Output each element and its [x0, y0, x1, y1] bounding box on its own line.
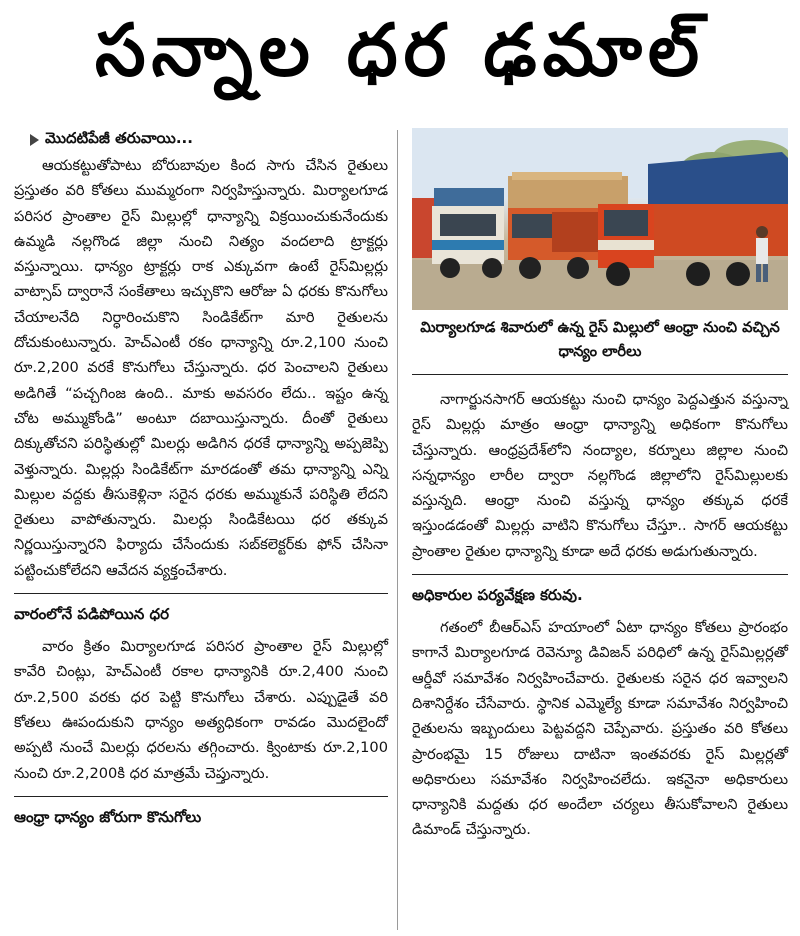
left-column: [14, 128, 388, 837]
lorries-illustration: [412, 128, 788, 310]
continuation-kicker: [14, 128, 388, 152]
article-paragraph-4: గతంలో బీఆర్‌ఎస్ హయాంలో ఏటా ధాన్యం కోతలు ప్రారంభం కాగానే మిర్యాలగూడ రెవెన్యూ డివిజన్ పరిధిలో ఉన్న రైస్‌మిల్లర్లతో ఆర్డీవో సమావేశం నిర్వహించేవారు. రైతులకు సరైన ధర ఇవ్వాలని దిశానిర్దేశం చేసేవారు. స్థానిక ఎమ్మెల్యే కూడా సమావేశం నిర్వహించి రైతులను ఇబ్బందులు పెట్టవద్దని చెప్పేవారు. ప్రస్తుతం వరి కోతలు ప్రారంభమై 15 రోజులు దాటినా ఇంతవరకు రైస్ మిల్లర్లతో అధికారులు సమావేశం నిర్వహించలేదు. ఇకనైనా అధికారులు ధాన్యానికి మద్దతు ధర అందేలా చర్యలు తీసుకోవాలని రైతులు డిమాండ్ చేస్తున్నారు.: [412, 619, 788, 839]
subheading-andhra-grain: ఆంధ్రా ధాన్యం జోరుగా కొనుగోలు: [14, 796, 388, 829]
article-paragraph-2: వారం క్రితం మిర్యాలగూడ పరిసర ప్రాంతాల రైస్ మిల్లుల్లో కావేరి చింట్లు, హెచ్‌ఎంటీ రకాల ధాన్యానికి రూ.2,400 నుంచి రూ.2,500 వరకు ధర పెట్టి కొనుగోలు చేశారు. ఎప్పుడైతే వరి కోతలు ఊపందుకుని ధాన్యం అత్యధికంగా రావడం మొదలైందో అప్పటి నుంచే మిలర్లు ధరలను తగ్గించారు. క్వింటాకు రూ.2,100 నుంచి రూ.2,200కి ధర మాత్రమే చెప్తున్నారు.: [14, 638, 388, 782]
right-column: [412, 128, 788, 843]
column-divider: [397, 130, 398, 930]
photo-caption: మిర్యాలగూడ శివారులో ఉన్న రైస్ మిల్లులో ఆంధ్రా నుంచి వచ్చిన ధాన్యం లారీలు: [412, 310, 788, 375]
headline: సన్నాల ధర ఢమాల్: [94, 8, 706, 92]
subheading-price-fell: వారంలోనే పడిపోయిన ధర: [14, 593, 388, 626]
subheading-lack-of-oversight: అధికారుల పర్యవేక్షణ కరువు.: [412, 574, 788, 607]
news-photo-grain-lorries: [412, 128, 788, 310]
arrow-icon: [30, 134, 39, 146]
continuation-label: మొదటిపేజీ తరువాయి...: [45, 129, 193, 147]
article-paragraph-1: ఆయకట్టుతోపాటు బోరుబావుల కింద సాగు చేసిన రైతులు ప్రస్తుతం వరి కోతలు ముమ్మరంగా నిర్వహిస్తున్నారు. మిర్యాలగూడ పరిసర ప్రాంతాల రైస్ మిల్లుల్లో ధాన్యాన్ని విక్రయించుకునేందుకు ఉమ్మడి నల్లగొండ జిల్లా నుంచి నిత్యం వందలాది ట్రాక్టర్లు వస్తున్నాయి. ధాన్యం ట్రాక్టర్లు రాక ఎక్కువగా ఉంటే రైస్‌మిల్లర్లు వాట్సాప్ ద్వారానే సంకేతాలు ఇచ్చుకొని ఆరోజు ఏ ధరకు కొనుగోలు చేయాలనేది నిర్ధారించుకొని సిండికేట్‌గా మారి రైతులను దోచుకుంటున్నారు. హెచ్‌ఎంటీ రకం ధాన్యాన్ని రూ.2,100 నుంచి రూ.2,200 వరకే కొనుగోలు చేస్తున్నారు. ధర పెంచాలని రైతులు అడిగితే “పచ్చగింజ ఉంది.. మాకు అవసరం లేదు.. ఇష్టం ఉన్న చోట అమ్ముకోండి” అంటూ దబాయిస్తున్నారు. దీంతో రైతులు దిక్కుతోచని పరిస్థితుల్లో మిలర్లు అడిగిన ధరకే ధాన్యాన్ని అప్పజెప్పి వెళ్తున్నారు. మిల్లర్లు సిండికేట్‌గా మారడంతో తమ ధాన్యాన్ని ఎన్ని మిల్లుల వద్దకు తీసుకెళ్లినా సరైన ధరకు అమ్ముకునే పరిస్థితి లేదని రైతులు వాపోతున్నారు. మిలర్లు సిండికేటయి ధర తక్కువ నిర్ణయిస్తున్నారని ఫిర్యాదు చేసేందుకు సబ్‌కలెక్టర్‌కు ఫోన్ చేసినా పట్టించుకోలేదని ఆవేదన వ్యక్తంచేశారు.: [14, 157, 388, 579]
article-paragraph-3: నాగార్జునసాగర్ ఆయకట్టు నుంచి ధాన్యం పెద్దఎత్తున వస్తున్నా రైస్ మిల్లర్లు మాత్రం ఆంధ్రా ధాన్యాన్ని అధికంగా కొనుగోలు చేస్తున్నారు. ఆంధ్రప్రదేశ్‌లోని నంద్యాల, కర్నూలు జిల్లాల నుంచి సన్నధాన్యం లారీల ద్వారా నల్లగొండ జిల్లాలోని రైస్‌మిల్లులకు వస్తున్నది. ఆంధ్రా నుంచి వస్తున్న ధాన్యం తక్కువ ధరకే ఇస్తుండడంతో మిల్లర్లు వాటిని కొనుగోలు చేస్తూ.. సాగర్ ఆయకట్టు ప్రాంతాల రైతుల ధాన్యాన్ని కూడా అదే ధరకు అడుగుతున్నారు.: [412, 391, 788, 560]
